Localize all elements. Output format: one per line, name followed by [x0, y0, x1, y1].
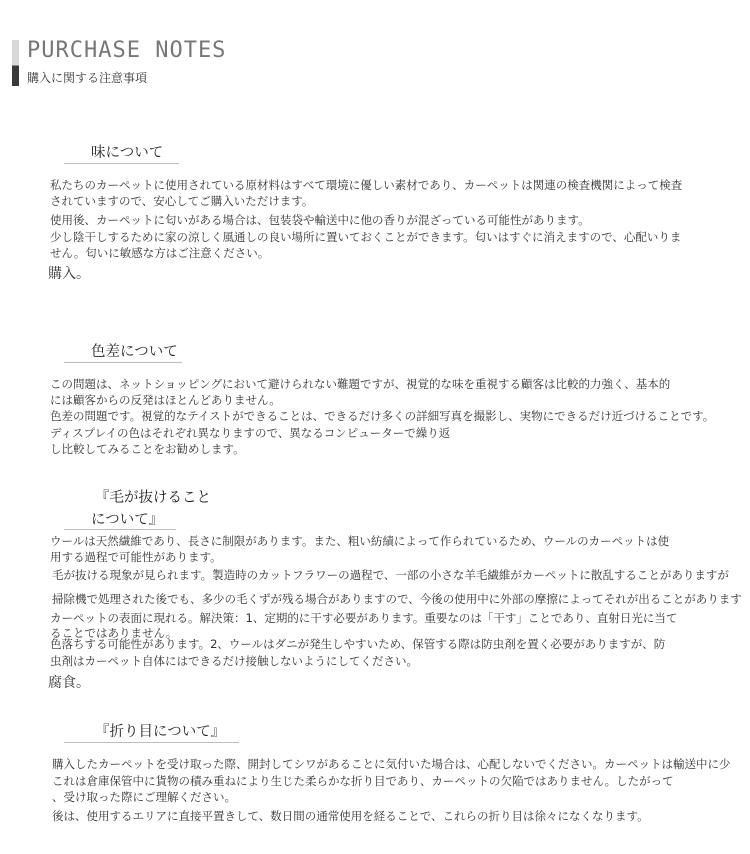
section-title-color-difference: 色差について	[91, 344, 178, 360]
paragraph-line: には顧客からの反発はほとんどありません。	[50, 393, 281, 407]
paragraph-line: せん。匂いに敏感な方はご注意ください。	[50, 246, 270, 260]
paragraph-line: ることではありません。	[50, 626, 178, 640]
paragraph-tail: 購入。	[48, 266, 90, 282]
paragraph-line: 私たちのカーペットに使用されている原材料はすべて環境に優しい素材であり、カーペットは関連の検査機関によって検査	[50, 178, 683, 192]
paragraph-line: 虫剤はカーペット自体にはできるだけ接触しないようにしてください。	[50, 654, 418, 668]
section-title-underline	[64, 529, 176, 530]
paragraph-line: この問題は、ネットショッピングにおいて避けられない難題ですが、視覚的な味を重視する顧客は比較的力強く、基本的	[50, 377, 671, 391]
paragraph-line: ウールは天然繊維であり、長さに制限があります。また、粗い紡績によって作られているため、ウールのカーペットは使	[50, 534, 670, 548]
page-subtitle: 購入に関する注意事項	[27, 71, 148, 85]
paragraph-line: されていますので、安心してご購入いただけます。	[50, 194, 314, 208]
section-title-shedding-line2: について』	[91, 512, 164, 528]
page-title: PURCHASE NOTES	[27, 38, 227, 63]
section-title-underline	[64, 163, 179, 164]
paragraph-line: 後は、使用するエリアに直接平置きして、数日間の通常使用を経ることで、これらの折り目は徐々になくなります。	[52, 809, 649, 823]
paragraph-line: カーペットの表面に現れる。解決策：1、定期的に干す必要があります。重要なのは「干す」ことであり、直射日光に当て	[50, 611, 678, 625]
header-accent-bar	[12, 40, 19, 86]
paragraph-line: これは倉庫保管中に貨物の積み重ねにより生じた柔らかな折り目であり、カーペットの欠陥ではありません。したがって	[52, 774, 674, 788]
paragraph-line: 色落ちする可能性があります。2、ウールはダニが発生しやすいため、保管する際は防虫剤を置く必要がありますが、防	[50, 637, 666, 651]
paragraph-line: 用する過程で可能性があります。	[50, 550, 222, 564]
paragraph-line: 購入したカーペットを受け取った際、開封してシワがあることに気付いた場合は、心配しないでください。カーペットは輸送中に少	[52, 757, 731, 771]
section-title-underline	[64, 362, 182, 363]
paragraph-line: 、受け取った際にご理解ください。	[52, 790, 236, 804]
paragraph-tail: 腐食。	[48, 675, 90, 691]
section-title-smell: 味について	[91, 145, 164, 161]
paragraph-line: 毛が抜ける現象が見られます。製造時のカットフラワーの過程で、一部の小さな羊毛繊維がカーペットに散乱することがありますが	[52, 568, 729, 582]
section-title-underline	[64, 742, 239, 743]
paragraph-line: ディスプレイの色はそれぞれ異なりますので、異なるコンピューターで繰り返	[50, 426, 451, 440]
paragraph-line: 掃除機で処理された後でも、多少の毛くずが残る場合がありますので、今後の使用中に外部の摩擦によってそれが出ることがあります	[52, 592, 742, 606]
paragraph-line: 色差の問題です。視覚的なテイストができることは、できるだけ多くの詳細写真を撮影し、実物にできるだけ近づけることです。	[50, 409, 715, 423]
section-title-folds: 『折り目について』	[95, 724, 226, 740]
paragraph-line: し比較してみることをお勧めします。	[50, 442, 245, 456]
paragraph-line: 少し陰干しするために家の涼しく風通しの良い場所に置いておくことができます。匂いはすぐに消えますので、心配いりま	[50, 230, 682, 244]
paragraph-line: 使用後、カーペットに匂いがある場合は、包装袋や輸送中に他の香りが混ざっている可能性があります。	[50, 213, 590, 227]
section-title-shedding: 『毛が抜けること	[95, 490, 211, 506]
